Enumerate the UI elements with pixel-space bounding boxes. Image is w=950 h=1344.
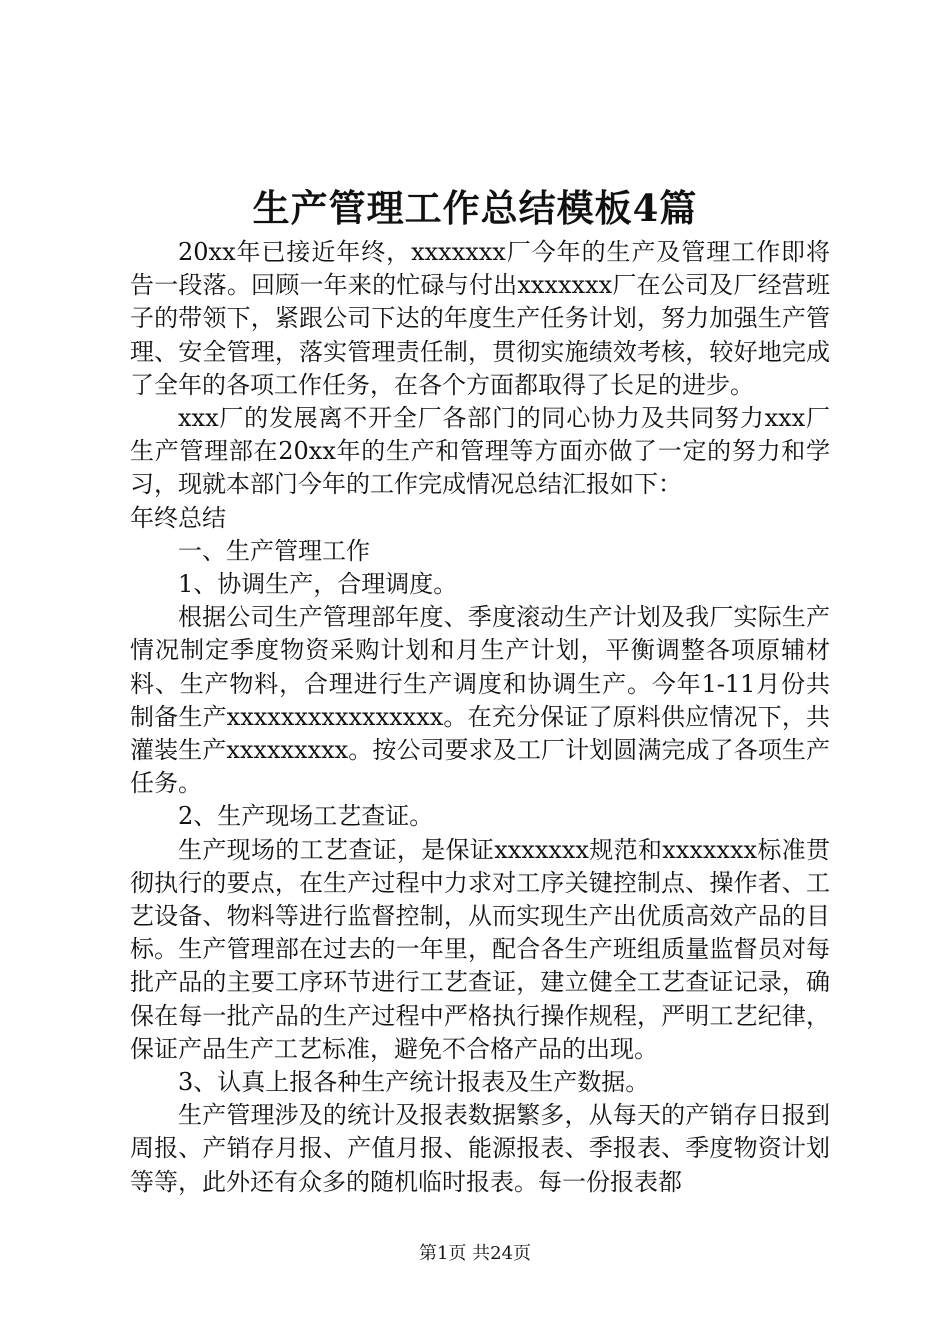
paragraph-process-verification: 生产现场的工艺查证，是保证xxxxxxx规范和xxxxxxx标准贯彻执行的要点，在生产过程中力求对工序关键控制点、操作者、工艺设备、物料等进行监督控制，从而实现生产出优质高效产品的目标。生产管理部在过去的一年里，配合各生产班组质量监督员对每批产品的主要工序环节进行工艺查证，建立健全工艺查证记录，确保在每一批产品的生产过程中严格执行操作规程，严明工艺纪律，保证产品生产工艺标准，避免不合格产品的出现。 xyxy=(130,835,830,1063)
section-heading-production-management: 一、生产管理工作 xyxy=(178,536,370,565)
subheading-process-verification: 2、生产现场工艺查证。 xyxy=(178,802,434,831)
paragraph-coordinate-production: 根据公司生产管理部年度、季度滚动生产计划及我厂实际生产情况制定季度物资采购计划和月生产计划，平衡调整各项原辅材料、生产物料，合理进行生产调度和协调生产。今年1-11月份共制备生产xxxxxxxxxxxxxxxx。在充分保证了原料供应情况下，共灌装生产xxxxxxxxx。按公司要求及工厂计划圆满完成了各项生产任务。 xyxy=(130,603,830,798)
paragraph-development: xxx厂的发展离不开全厂各部门的同心协力及共同努力xxx厂生产管理部在20xx年的生产和管理等方面亦做了一定的努力和学习，现就本部门今年的工作完成情况总结汇报如下： xyxy=(130,404,830,499)
paragraph-annual-summary-label: 年终总结 xyxy=(130,503,226,532)
subheading-coordinate-production: 1、协调生产，合理调度。 xyxy=(178,570,458,599)
paragraph-statistics-reports: 生产管理涉及的统计及报表数据繁多，从每天的产销存日报到周报、产销存月报、产值月报、能源报表、季报表、季度物资计划等等，此外还有众多的随机临时报表。每一份报表都 xyxy=(130,1101,830,1196)
document-title: 生产管理工作总结模板4篇 xyxy=(252,186,698,230)
document-body xyxy=(130,236,830,1199)
subheading-statistics-reports: 3、认真上报各种生产统计报表及生产数据。 xyxy=(178,1068,650,1097)
page-footer: 第1页 共24页 xyxy=(418,1243,532,1264)
paragraph-intro: 20xx年已接近年终，xxxxxxx厂今年的生产及管理工作即将告一段落。回顾一年来的忙碌与付出xxxxxxx厂在公司及厂经营班子的带领下，紧跟公司下达的年度生产任务计划，努力加强生产管理、安全管理，落实管理责任制，贯彻实施绩效考核，较好地完成了全年的各项工作任务，在各个方面都取得了长足的进步。 xyxy=(130,238,830,399)
